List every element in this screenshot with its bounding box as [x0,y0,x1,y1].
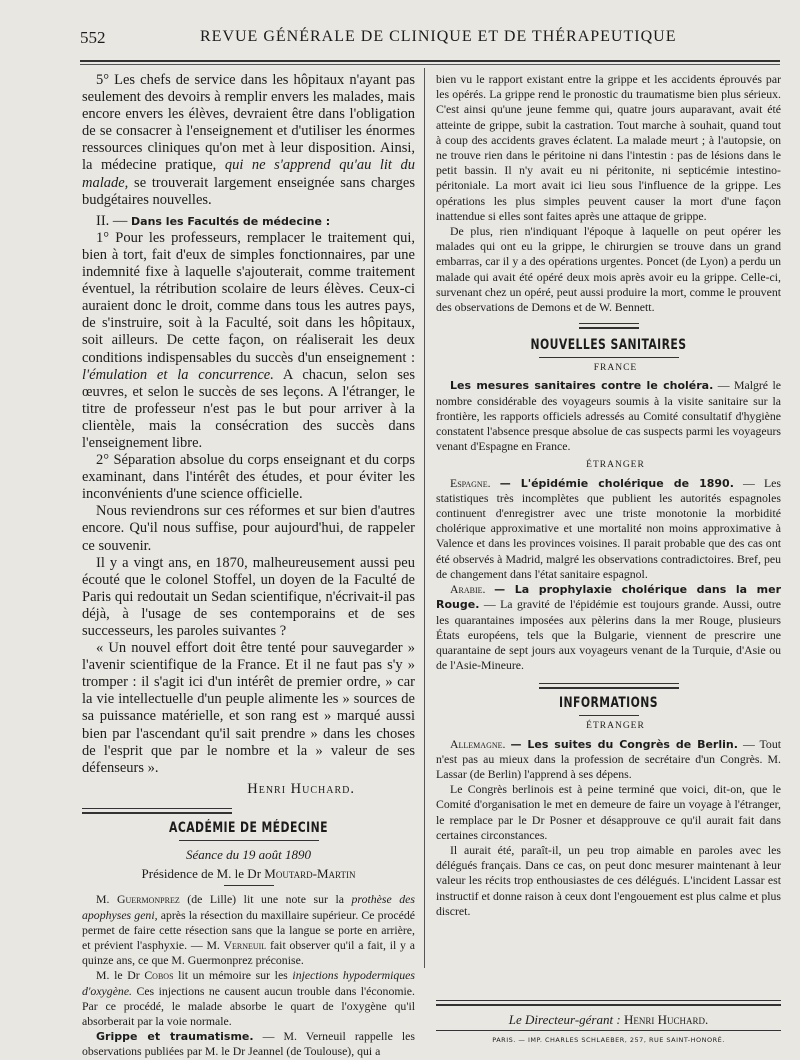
imprint-rule [436,1030,781,1031]
news-2-place: Espagne. [450,475,491,490]
academie-item-2-prefix: M. le Dr [96,968,140,983]
point-5-italic: qui ne s'apprend qu'au lit du malade, [82,157,416,191]
info-1-place: Allemagne. [450,736,506,751]
news-3-heading: — La prophylaxie cholérique dans la mer Rouge. [436,583,781,612]
left-column [82,72,415,1060]
subhead-etranger-1: ÉTRANGER [586,460,645,471]
academie-item-2-text2: Ces injections ne causent aucun trouble dans l'économie. Par ce procédé, le malade absorbe le quart de l'oxygène qu'il absorberait par la voie normale. [82,983,415,1028]
informations-rule-top [539,683,679,689]
academie-item-3 [82,1029,415,1059]
guermonprez-name: M. Guermonprez [96,892,180,907]
printer-imprint: PARIS. — IMP. CHARLES SCHLAEBER, 257, RUE SAINT-HONORÉ. [492,1036,725,1044]
point-5-end: se trouverait largement enseignée sans charges budgétaires nouvelles. [82,174,415,208]
news-1-heading: Les mesures sanitaires contre le choléra. [450,379,714,393]
presidence-rule [224,885,274,886]
grippe-continuation: bien vu le rapport existant entre la grippe et les accidents éprouvés par les opérés. La grippe rend le pronostic du traumatisme bien plus sérieux. C'est ainsi qu'une jeune femme qui, quatre jours auparavant, avait été atteinte de grippe, subit la castration. Tout marche à souhait, quand tout à coup des accidents graves éclatent. La malade meurt ; à l'autopsie, on ne trouve rien dans le péritoine ni dans l'intestin : pas de lésions dans le petit bassin. Il n'y avait eu ni péritonite, ni septicémie intestino-péritoniale. La mort avait ici lieu sous l'influence de la grippe. Les opérations les plus simples peuvent causer la mort d'une façon inattendue si elles sont faites après une attaque de grippe. [436,72,781,223]
academie-item-1-text: (de Lille) lit une note sur la [187,892,344,907]
academie-item-1-text2: après la résection du maxillaire supérieur. Ce procédé permet de faire cette résection sans que la langue se porte en arrière, et prévient l'asphyxie. — [82,907,416,952]
right-column [436,72,781,919]
page-header [80,28,780,52]
paragraph-point-2: 2° Séparation absolue du corps enseignant et du corps examinant, dans l'intérêt des études, et pour éviter les inconvénients d'une science officielle. [82,452,415,503]
section-2-title: Dans les Facultés de médecine : [131,214,331,228]
news-cholera-france [436,378,781,454]
point-1-italic: l'émulation et la concurrence. [82,366,274,383]
informations-rule-bottom [579,715,639,716]
academie-item-2 [82,968,415,1029]
academie-item-3-text: — M. Verneuil rappelle les observations publiées par M. le Dr Jeannel (de Toulouse), qui a [82,1029,415,1059]
header-rule-thin [80,64,780,65]
author-signature: Henri Huchard. [247,780,355,797]
section-2-heading [82,213,415,230]
academie-item-1-text3: fait observer qu'il a fait, il y a quinze ans, ce que M. Guermonprez préconise. [82,937,415,968]
paragraph-reforms: Nous reviendrons sur ces réformes et sur bien d'autres encore. Qu'il nous suffise, pour aujourd'hui, de rappeler ce souvenir. [82,503,415,554]
news-3-text: — La gravité de l'épidémie est toujours grande. Aussi, outre les quarantaines imposées aux pèlerins dans la mer Rouge, plusieurs États européens, tels que la Bulgarie, viennent de prescrire une quarantaine de sept jours aux voyageurs venant de la Turquie, d'Asie ou de l'Asie-Mineure. [436,597,781,673]
point-5-text: 5° Les chefs de service dans les hôpitaux n'ayant pas seulement des devoirs à remplir envers les malades, mais encore envers les élèves, devraient être dans l'obligation de se consacrer à l'enseignement et d'utiliser les énormes ressources cliniques qu'on met à leur disposition. Ainsi, la médecine pratique, [82,72,415,174]
news-2-heading: — L'épidémie cholérique de 1890. [499,476,734,490]
informations-title: INFORMATIONS [559,695,658,712]
info-1-heading: — Les suites du Congrès de Berlin. [510,737,738,751]
presidence [82,866,415,881]
info-allemagne [436,737,781,783]
academie-rule-top [82,808,232,814]
news-espagne [436,476,781,582]
news-2-text: — Les statistiques très incomplètes que publient les autorités espagnoles continuent d'enregistrer avec une triste monotonie la morbidité cholérique approximative et une mortalité non moins approximative à Valence et dans les provinces voisines. Il parait probable que des cas ont été observés à Madrid, malgré les observations contradictoires. Bref, peu de changement dans l'état sanitaire espagnol. [436,475,781,581]
point-1-end: A chacun, selon ses œuvres, et selon le succès de ses leçons. A l'étranger, le titre de professeur n'est pas le but pour arriver à la clientèle, mais la consécration des succès dans l'enseignement libre. [82,366,415,451]
academie-item-2-italic: injections hypodermiques d'oxygène. [82,968,415,998]
seance-date: Séance du 19 août 1890 [186,846,311,862]
footer-rule [436,1000,781,1006]
info-1-text: — Tout n'est pas au mieux dans la profession de secrétaire d'un Congrès. M. Lassar (de Berlin) l'apprend à ses dépens. [436,736,781,781]
paragraph-1870: Il y a vingt ans, en 1870, malheureusement aussi peu écouté que le colonel Stoffel, un doyen de la Faculté de Paris qui redoutait un Sedan scientifique, n'écrivait-il pas déjà, à l'usage de ses contemporains et de ses successeurs, les paroles suivantes ? [82,554,415,639]
verneuil-name: M. Verneuil [206,937,267,952]
academie-item-1 [82,892,415,968]
point-1-text: 1° Pour les professeurs, remplacer le traitement qui, bien à tort, fait d'eux de simples fonctionnaires, par une indemnité fixe à laquelle s'ajouterait, comme traitement éventuel, la rétribution scolaire de leurs élèves. Ceux-ci auraient donc le droit, comme dans tous les autres pays, de s'instruire, soit à la Faculté, soit dans les hôpitaux, soit ailleurs. De cette façon, on réaliserait les deux conditions indispensables du succès d'un enseignement : [82,229,415,366]
news-arabie [436,582,781,673]
nouvelles-rule-bottom [539,357,679,358]
info-paragraph-2: Le Congrès berlinois est à peine terminé que voici, dit-on, que le Comité d'organisation le met en demeure de faire un voyage à l'étranger, le remplace par le Dr Posner et désapprouve ce qu'il aurait fait dans certaines circonstances. [436,782,781,842]
info-paragraph-3: Il aurait été, paraît-il, un peu trop aimable en paroles avec les délégués français. Dans ce cas, on peut donc mesurer maintenant à leur valeur les récits trop enthousiastes de ces délégués. L'incident Lassar est instructif et donne raison à ceux dont l'engouement est plus calme et plus discret. [436,842,781,918]
news-3-place: Arabie. [450,582,486,597]
presidence-prefix: Présidence de M. le Dr [141,866,262,882]
column-separator [424,68,425,968]
directeur-label: Le Directeur-gérant : [508,1012,621,1027]
nouvelles-title: NOUVELLES SANITAIRES [530,337,687,354]
subhead-france: FRANCE [593,363,638,374]
presidence-name: Moutard-Martin [264,866,356,882]
news-1-text: — Malgré le nombre considérable des voyageurs soumis à la visite sanitaire sur la frontière, les rapports officiels adressés au Comité consultatif d'hygiène constatent l'absence presque absolue de cas suspects parmi les voyageurs venant d'Espagne en France. [436,378,781,454]
grippe-heading: Grippe et traumatisme. [96,1030,254,1044]
directeur-gerant [436,1012,781,1028]
running-title: REVUE GÉNÉRALE DE CLINIQUE ET DE THÉRAPEUTIQUE [200,28,677,45]
nouvelles-rule-top [579,323,639,329]
cobos-name: Cobos [144,968,174,983]
grippe-paragraph-2: De plus, rien n'indiquant l'époque à laquelle on peut opérer les malades qui ont eu la grippe, le chirurgien se trouve dans un grand embarras, car il y a des opérations urgentes. Poncet (de Lyon) a perdu un malade qui avait été opéré deux mois après avoir eu la grippe. Celle-ci, survenant chez un opéré, peut aussi produire la mort, comme le prouvent des observations de Demons et de W. Bennett. [436,224,781,315]
academie-title: ACADÉMIE DE MÉDECINE [169,819,328,836]
academie-item-1-italic: prothèse des apophyses geni, [82,892,415,922]
quotation: « Un nouvel effort doit être tenté pour sauvegarder » l'avenir scientifique de la France. Et il ne faut pas s'y » tromper : il s'agit ici d'un intérêt de premier ordre, » car la vie intellectuelle d'un peuple alimente les » sources de sa puissance matérielle, et son rang est » marqué aussi bien par l'ascendant qu'il sait prendre » dans les choses de l'esprit que par le nombre et la » valeur de ses défenseurs ». [82,640,415,776]
academie-rule-bottom [179,840,319,841]
section-2-number: II. — [96,212,128,229]
academie-item-2-text: lit un mémoire sur les [178,968,288,983]
paragraph-point-5 [82,72,415,209]
directeur-name: Henri Huchard. [623,1012,709,1027]
page-number: 552 [80,28,106,47]
paragraph-point-1 [82,230,415,452]
subhead-etranger-2: ÉTRANGER [586,721,645,732]
header-rule [80,60,780,62]
